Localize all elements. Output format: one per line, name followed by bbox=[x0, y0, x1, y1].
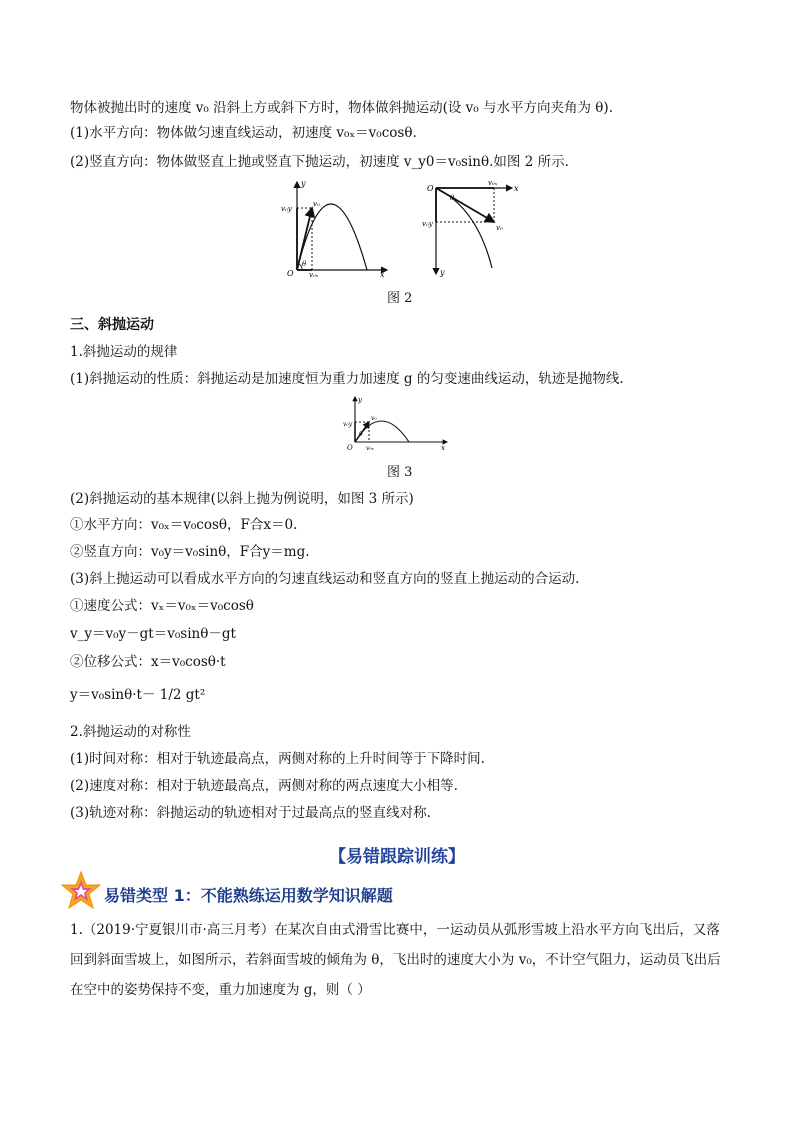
v0y-label: v₀y bbox=[281, 205, 292, 213]
figure-2-caption: 图 2 bbox=[387, 291, 413, 306]
symmetry-title: 2.斜抛运动的对称性 bbox=[70, 724, 191, 740]
vertical-rule-line: ②竖直方向：v₀y＝v₀sinθ，F合y＝mg. bbox=[70, 544, 310, 560]
speed-symmetry-line: (2)速度对称：相对于轨迹最高点，两侧对称的两点速度大小相等. bbox=[70, 778, 458, 794]
v0y-label: v₀y bbox=[422, 220, 433, 228]
basic-rule-line: (2)斜抛运动的基本规律(以斜上抛为例说明，如图 3 所示) bbox=[70, 491, 414, 507]
origin-label: O bbox=[347, 444, 353, 452]
origin-label: O bbox=[427, 184, 434, 193]
v0-label: v₀ bbox=[371, 415, 377, 422]
displacement-formula-y-line: y＝v₀sinθ·t－ 1/2 gt² bbox=[70, 687, 206, 703]
v0-label: v₀ bbox=[496, 224, 503, 232]
x-label: x bbox=[441, 444, 445, 452]
error-type-title: 易错类型 1：不能熟练运用数学知识解题 bbox=[104, 886, 393, 905]
intro-line bbox=[70, 99, 613, 117]
question-paragraph: 1.（2019·宁夏银川市·高三月考）在某次自由式滑雪比赛中，一运动员从弧形雪坡上沿水平方向飞出后，又落回到斜面雪坡上，如图所示，若斜面雪坡的倾角为 θ，飞出时的速度大小为 v₀，不计空气阻力，运动员飞出后在空中的姿势保持不变，重力加速度为 g，则（ ） bbox=[70, 922, 721, 998]
star-icon bbox=[60, 870, 102, 910]
section-title: 三、斜抛运动 bbox=[70, 317, 154, 333]
trajectory bbox=[297, 204, 367, 270]
trajectory-symmetry-line: (3)轨迹对称：斜抛运动的轨迹相对于过最高点的竖直线对称. bbox=[70, 805, 431, 821]
composition-line: (3)斜上抛运动可以看成水平方向的匀速直线运动和竖直方向的竖直上抛运动的合运动. bbox=[70, 571, 580, 587]
v0-vector bbox=[436, 188, 494, 222]
y-label: y bbox=[358, 396, 362, 404]
origin-label: O bbox=[287, 269, 294, 278]
figure-3-caption: 图 3 bbox=[387, 465, 413, 480]
horizontal-rule-line: ①水平方向：v₀ₓ＝v₀cosθ，F合x＝0. bbox=[70, 517, 298, 533]
theta-label: θ bbox=[359, 431, 363, 438]
theta-label: θ bbox=[450, 194, 455, 202]
figure-3 bbox=[343, 394, 453, 454]
v0x-label: v₀ₓ bbox=[488, 179, 498, 187]
property-line: (1)斜抛运动的性质：斜抛运动是加速度恒为重力加速度 g 的匀变速曲线运动，轨迹是抛物线. bbox=[70, 371, 624, 387]
y-label: y bbox=[301, 179, 306, 188]
intro-text: 物体被抛出时的速度 v₀ 沿斜上方或斜下方时，物体做斜抛运动(设 v₀ 与水平方向夹角为 θ). bbox=[70, 100, 613, 116]
displacement-formula-line: ②位移公式：x＝v₀cosθ·t bbox=[70, 654, 226, 670]
horizontal-direction-text: (1)水平方向：物体做匀速直线运动，初速度 v₀ₓ＝v₀cosθ. bbox=[70, 125, 417, 141]
x-label: x bbox=[380, 270, 385, 278]
trajectory bbox=[436, 188, 492, 268]
y-label: y bbox=[440, 268, 445, 277]
x-label: x bbox=[514, 184, 519, 193]
vertical-direction-line bbox=[70, 153, 569, 171]
subsection-title: 1.斜抛运动的规律 bbox=[70, 344, 178, 360]
v0y-label: v₀y bbox=[343, 421, 353, 428]
time-symmetry-line: (1)时间对称：相对于轨迹最高点，两侧对称的上升时间等于下降时间. bbox=[70, 751, 485, 767]
figure-2-right bbox=[422, 178, 522, 278]
theta-label: θ bbox=[302, 260, 307, 268]
velocity-formula-y-line: v_y＝v₀y－gt＝v₀sinθ－gt bbox=[70, 626, 236, 642]
horizontal-direction-line bbox=[70, 124, 417, 142]
v0-label: v₀ bbox=[313, 200, 320, 208]
vertical-direction-text: (2)竖直方向：物体做竖直上抛或竖直下抛运动，初速度 v_y0＝v₀sinθ.如图 2 所示. bbox=[70, 154, 569, 170]
v0x-label: v₀ₓ bbox=[366, 445, 374, 452]
figure-2-left bbox=[275, 178, 395, 278]
training-banner: 【易错跟踪训练】 bbox=[329, 847, 465, 867]
v0x-label: v₀ₓ bbox=[309, 271, 319, 278]
velocity-formula-line: ①速度公式：vₓ＝v₀ₓ＝v₀cosθ bbox=[70, 598, 254, 614]
